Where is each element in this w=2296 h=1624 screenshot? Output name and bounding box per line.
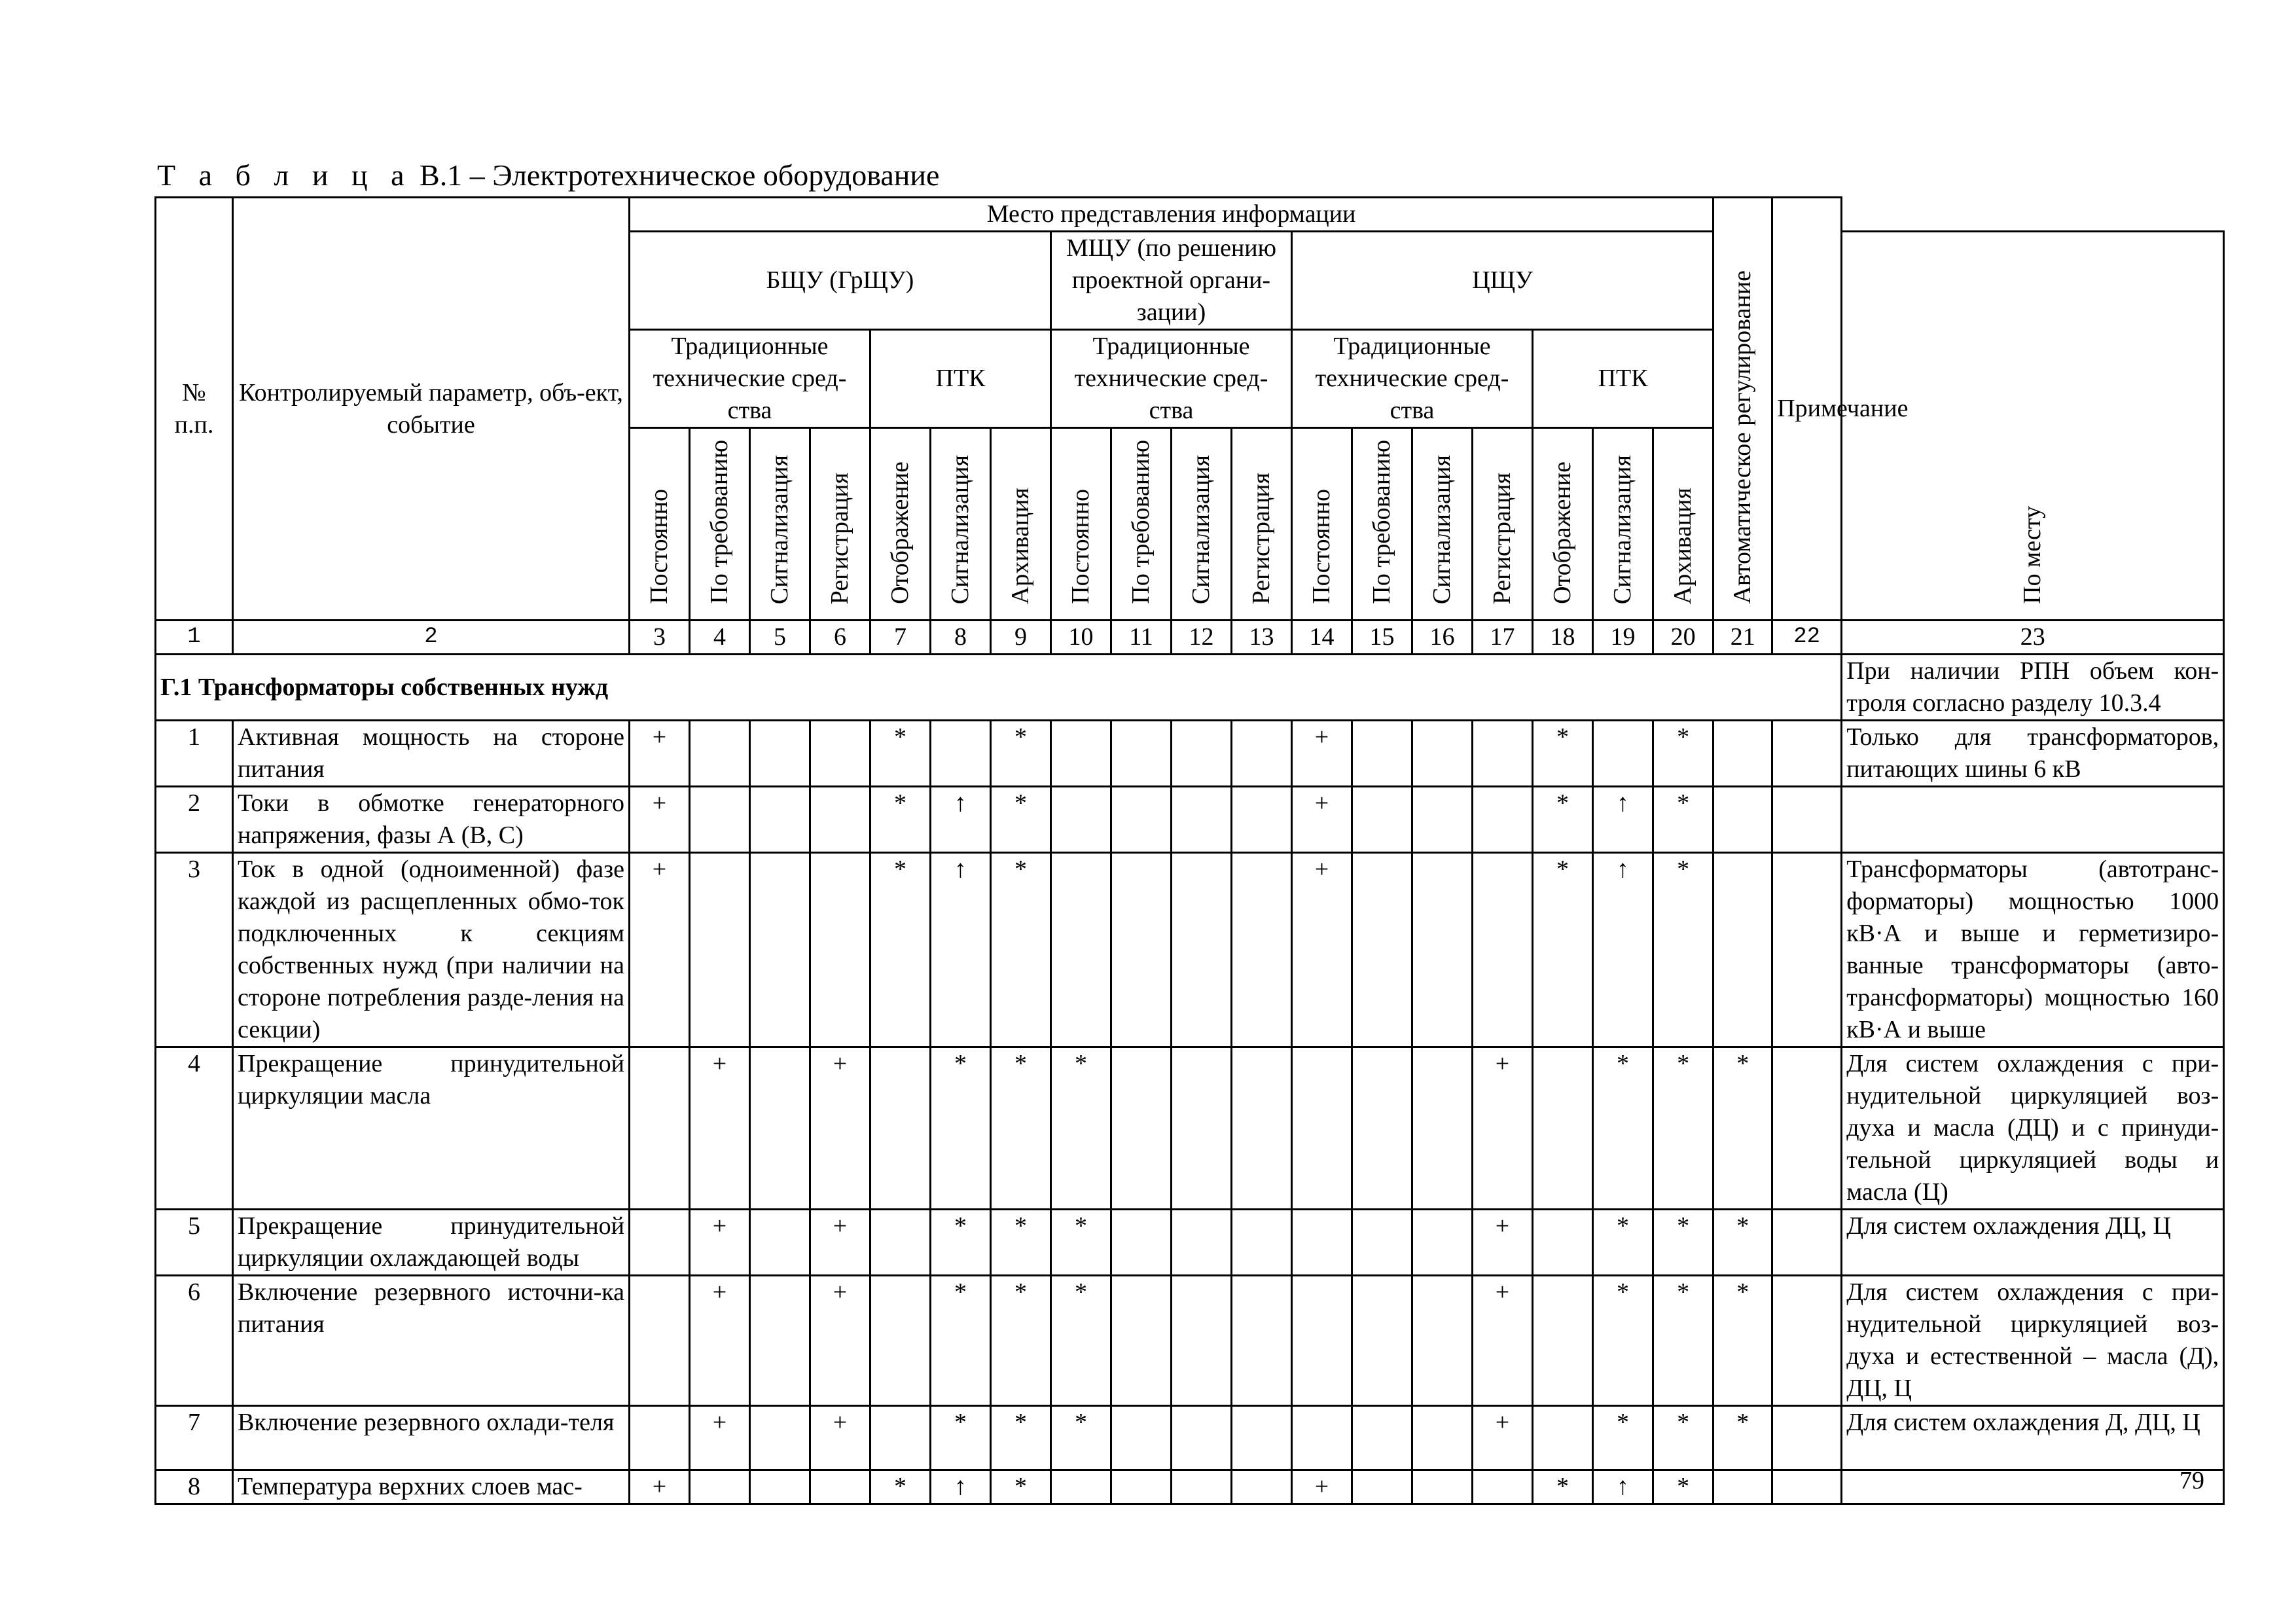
table-caption [157,157,939,194]
mark-cell: * [1713,1276,1772,1406]
mark-cell: ↑ [931,853,991,1047]
mark-cell: * [870,787,931,853]
h-cschu-ptk-signal: Сигнализация [1593,428,1653,621]
h-mschu-registr: Регистрация [1232,428,1292,621]
mark-cell [810,787,870,853]
header-bschu-ptk: ПТК [870,330,1051,428]
mark-cell [1352,721,1412,787]
mark-cell: * [1593,1210,1653,1276]
header-place: Место представления информации [630,198,1713,232]
mark-cell: * [1593,1047,1653,1210]
row-parameter: Активная мощность на стороне питания [233,721,630,787]
mark-cell [1352,787,1412,853]
table-row [156,1210,2224,1276]
column-number: 3 [630,621,690,655]
mark-cell [1232,1047,1292,1210]
column-numbers [156,621,2224,655]
mark-cell: + [810,1406,870,1470]
column-number: 18 [1533,621,1593,655]
table-header [156,198,2224,621]
section-note: При наличии РПН объем кон-троля согласно разделу 10.3.4 [1842,655,2224,721]
h-cschu-otobr: Отображение [1533,428,1593,621]
column-number: 19 [1593,621,1653,655]
mark-cell [1172,1047,1232,1210]
mark-cell [1412,1470,1473,1504]
row-number: 1 [156,721,233,787]
mark-cell [1352,853,1412,1047]
mark-cell [1111,1210,1172,1276]
column-number: 4 [690,621,750,655]
mark-cell: * [1653,787,1713,853]
mark-cell: * [1653,1210,1713,1276]
mark-cell [750,1047,810,1210]
h-cschu-arhiv: Архивация [1653,428,1713,621]
mark-cell: + [1473,1210,1533,1276]
mark-cell: * [1713,1406,1772,1470]
table-row [156,1470,2224,1504]
h-mschu-postoyanno: Постоянно [1051,428,1111,621]
column-number: 5 [750,621,810,655]
h-cschu-signal: Сигнализация [1412,428,1473,621]
mark-cell: + [690,1276,750,1406]
equipment-table [154,196,2225,1505]
mark-cell: * [1713,1210,1772,1276]
mark-cell: * [1653,1276,1713,1406]
row-note: Трансформаторы (автотранс-форматоры) мощностью 1000 кВ·А и выше и герметизиро-ванные трансформаторы (авто-трансформаторы) мощностью 160 кВ·А и выше [1842,853,2224,1047]
header-auto-label: Автоматическое регулирование [1729,270,1757,604]
mark-cell [1111,1470,1172,1504]
row-number: 5 [156,1210,233,1276]
mark-cell [1713,721,1772,787]
mark-cell [1533,1210,1593,1276]
mark-cell [1292,1406,1352,1470]
mark-cell [1772,1047,1842,1210]
mark-cell [1232,1470,1292,1504]
table-row [156,853,2224,1047]
mark-cell [1412,853,1473,1047]
mark-cell [1232,721,1292,787]
mark-cell: + [810,1210,870,1276]
row-note [1842,787,2224,853]
mark-cell: + [1473,1406,1533,1470]
mark-cell [1111,1276,1172,1406]
mark-cell: * [991,1470,1051,1504]
mark-cell: + [690,1047,750,1210]
mark-cell [870,1210,931,1276]
header-po-mestu [1842,232,2224,621]
column-number: 21 [1713,621,1772,655]
mark-cell [1232,1276,1292,1406]
mark-cell [1412,787,1473,853]
mark-cell [1111,853,1172,1047]
mark-cell: + [810,1047,870,1210]
column-number: 12 [1172,621,1232,655]
mark-cell: * [1713,1047,1772,1210]
mark-cell: * [1051,1047,1111,1210]
mark-cell [1713,1470,1772,1504]
mark-cell: * [1653,853,1713,1047]
h-bschu-ptk-signal: Сигнализация [931,428,991,621]
mark-cell: * [870,853,931,1047]
section-title: Г.1 Трансформаторы собственных нужд [156,655,1842,721]
mark-cell: * [870,721,931,787]
mark-cell [1533,1276,1593,1406]
mark-cell [1292,1276,1352,1406]
mark-cell: + [630,1470,690,1504]
mark-cell [1772,1276,1842,1406]
mark-cell [1412,721,1473,787]
mark-cell [1593,721,1653,787]
mark-cell: + [690,1406,750,1470]
row-parameter: Включение резервного охлади-теля [233,1406,630,1470]
header-bschu-trad: Традиционные технические сред-ства [630,330,870,428]
mark-cell [1473,1470,1533,1504]
mark-cell [1352,1406,1412,1470]
mark-cell [630,1276,690,1406]
mark-cell: ↑ [931,787,991,853]
mark-cell [1172,1470,1232,1504]
mark-cell: ↑ [1593,853,1653,1047]
mark-cell [1051,853,1111,1047]
h-mschu-signal: Сигнализация [1172,428,1232,621]
column-number: 16 [1412,621,1473,655]
mark-cell: + [630,787,690,853]
mark-cell [1051,721,1111,787]
row-number: 8 [156,1470,233,1504]
mark-cell [1172,1406,1232,1470]
mark-cell: + [1292,787,1352,853]
mark-cell: * [1051,1406,1111,1470]
mark-cell [1111,1406,1172,1470]
row-parameter: Прекращение принудительной циркуляции охлаждающей воды [233,1210,630,1276]
mark-cell: ↑ [931,1470,991,1504]
h-cschu-postoyanno: Постоянно [1292,428,1352,621]
mark-cell: * [1593,1406,1653,1470]
mark-cell [750,1406,810,1470]
column-number: 17 [1473,621,1533,655]
column-number: 6 [810,621,870,655]
column-number: 2 [233,621,630,655]
mark-cell [1772,1210,1842,1276]
table-row [156,721,2224,787]
mark-cell: * [1051,1276,1111,1406]
mark-cell [630,1210,690,1276]
mark-cell [690,853,750,1047]
h-bschu-po-treb: По требованию [690,428,750,621]
mark-cell: * [870,1470,931,1504]
row-number: 4 [156,1047,233,1210]
header-num: № п.п. [156,198,233,621]
row-parameter: Температура верхних слоев мас- [233,1470,630,1504]
mark-cell: + [1292,1470,1352,1504]
column-number: 14 [1292,621,1352,655]
mark-cell: * [991,1276,1051,1406]
mark-cell [1111,721,1172,787]
mark-cell [750,787,810,853]
mark-cell [1412,1210,1473,1276]
mark-cell: * [991,787,1051,853]
caption-prefix: Т а б л и ц а [157,158,412,192]
mark-cell [1772,787,1842,853]
mark-cell [1713,787,1772,853]
mark-cell [1412,1276,1473,1406]
mark-cell [1292,1210,1352,1276]
mark-cell [750,853,810,1047]
mark-cell [1232,787,1292,853]
column-number: 8 [931,621,991,655]
mark-cell [1713,853,1772,1047]
mark-cell [690,787,750,853]
mark-cell [931,721,991,787]
mark-cell: * [931,1406,991,1470]
h-mschu-po-treb: По требованию [1111,428,1172,621]
mark-cell [1352,1047,1412,1210]
table-row [156,1276,2224,1406]
mark-cell [1111,787,1172,853]
mark-cell: + [1473,1276,1533,1406]
mark-cell [870,1406,931,1470]
mark-cell [1352,1210,1412,1276]
mark-cell: * [991,721,1051,787]
column-number: 13 [1232,621,1292,655]
mark-cell [1051,787,1111,853]
mark-cell [810,853,870,1047]
mark-cell: * [1533,787,1593,853]
h-cschu-po-treb: По требованию [1352,428,1412,621]
mark-cell [1111,1047,1172,1210]
mark-cell [1473,721,1533,787]
row-number: 3 [156,853,233,1047]
row-note: Только для трансформаторов, питающих шины 6 кВ [1842,721,2224,787]
column-number: 15 [1352,621,1412,655]
mark-cell: + [1473,1047,1533,1210]
mark-cell [1292,1047,1352,1210]
mark-cell [1172,853,1232,1047]
mark-cell [870,1047,931,1210]
mark-cell [630,1047,690,1210]
mark-cell [1772,1406,1842,1470]
row-number: 2 [156,787,233,853]
mark-cell [1533,1047,1593,1210]
mark-cell [1172,721,1232,787]
mark-cell [690,721,750,787]
mark-cell: * [991,1406,1051,1470]
mark-cell [1473,787,1533,853]
mark-cell: * [1593,1276,1653,1406]
row-note: Для систем охлаждения с при-нудительной циркуляцией воз-духа и естественной – масла (Д), ДЦ, Ц [1842,1276,2224,1406]
page-number: 79 [2179,1467,2204,1494]
mark-cell: * [931,1276,991,1406]
mark-cell [750,1276,810,1406]
mark-cell [1172,787,1232,853]
mark-cell [1232,1406,1292,1470]
table-row [156,1406,2224,1470]
mark-cell [1352,1276,1412,1406]
mark-cell: * [991,1210,1051,1276]
row-parameter: Прекращение принудительной циркуляции масла [233,1047,630,1210]
mark-cell: * [991,853,1051,1047]
row-parameter: Токи в обмотке генераторного напряжения, фазы А (В, С) [233,787,630,853]
header-auto [1713,198,1772,621]
section-row [156,655,2224,721]
header-note: Примечание [1772,198,1842,621]
column-number: 7 [870,621,931,655]
header-bschu: БЩУ (ГрЩУ) [630,232,1051,330]
row-number: 7 [156,1406,233,1470]
mark-cell: * [1533,1470,1593,1504]
column-number: 1 [156,621,233,655]
mark-cell [1352,1470,1412,1504]
row-note [1842,1470,2224,1504]
column-number-row [156,621,2224,655]
mark-cell [1232,1210,1292,1276]
mark-cell: ↑ [1593,787,1653,853]
column-number: 10 [1051,621,1111,655]
table-body [156,655,2224,1504]
column-number: 20 [1653,621,1713,655]
mark-cell: * [1051,1210,1111,1276]
mark-cell: * [1653,721,1713,787]
mark-cell [810,1470,870,1504]
mark-cell: * [1533,853,1593,1047]
h-bschu-registr: Регистрация [810,428,870,621]
mark-cell [690,1470,750,1504]
table-row [156,1047,2224,1210]
mark-cell: + [630,853,690,1047]
row-note: Для систем охлаждения Д, ДЦ, Ц [1842,1406,2224,1470]
mark-cell: * [1653,1047,1713,1210]
header-po-mestu-label: По месту [2018,506,2047,604]
mark-cell: + [630,721,690,787]
column-number: 23 [1842,621,2224,655]
mark-cell [1412,1047,1473,1210]
row-parameter: Ток в одной (одноименной) фазе каждой из расщепленных обмо-ток подключенных к секциям собственных нужд (при наличии на стороне потребления разде-ления на секции) [233,853,630,1047]
header-param: Контролируемый параметр, объ-ект, событие [233,198,630,621]
mark-cell [1172,1276,1232,1406]
mark-cell [1533,1406,1593,1470]
header-cschu: ЦЩУ [1292,232,1713,330]
row-parameter: Включение резервного источни-ка питания [233,1276,630,1406]
h-bschu-postoyanno: Постоянно [630,428,690,621]
mark-cell: + [1292,853,1352,1047]
mark-cell [1473,853,1533,1047]
mark-cell [1772,721,1842,787]
row-note: Для систем охлаждения с при-нудительной циркуляцией воз-духа и масла (ДЦ) и с принуди-тельной циркуляцией воды и масла (Ц) [1842,1047,2224,1210]
mark-cell: + [690,1210,750,1276]
h-cschu-registr: Регистрация [1473,428,1533,621]
mark-cell [750,1210,810,1276]
mark-cell: + [1292,721,1352,787]
mark-cell: * [931,1210,991,1276]
mark-cell [630,1406,690,1470]
mark-cell [750,1470,810,1504]
mark-cell [1772,853,1842,1047]
mark-cell: * [1533,721,1593,787]
header-cschu-trad: Традиционные технические сред-ства [1292,330,1533,428]
h-bschu-otobr: Отображение [870,428,931,621]
h-bschu-signal: Сигнализация [750,428,810,621]
column-number: 22 [1772,621,1842,655]
mark-cell [1051,1470,1111,1504]
table-row [156,787,2224,853]
mark-cell [810,721,870,787]
mark-cell [1772,1470,1842,1504]
row-number: 6 [156,1276,233,1406]
mark-cell [1172,1210,1232,1276]
mark-cell [1232,853,1292,1047]
header-mschu: МЩУ (по решению проектной органи-зации) [1051,232,1292,330]
mark-cell [750,721,810,787]
column-number: 9 [991,621,1051,655]
mark-cell: * [1653,1470,1713,1504]
caption-rest: В.1 – Электротехническое оборудование [420,158,940,192]
mark-cell: ↑ [1593,1470,1653,1504]
mark-cell: + [810,1276,870,1406]
mark-cell: * [991,1047,1051,1210]
mark-cell: * [1653,1406,1713,1470]
h-bschu-arhiv: Архивация [991,428,1051,621]
row-note: Для систем охлаждения ДЦ, Ц [1842,1210,2224,1276]
header-cschu-ptk: ПТК [1533,330,1713,428]
header-mschu-trad: Традиционные технические сред-ства [1051,330,1292,428]
column-number: 11 [1111,621,1172,655]
mark-cell: * [931,1047,991,1210]
mark-cell [870,1276,931,1406]
mark-cell [1412,1406,1473,1470]
